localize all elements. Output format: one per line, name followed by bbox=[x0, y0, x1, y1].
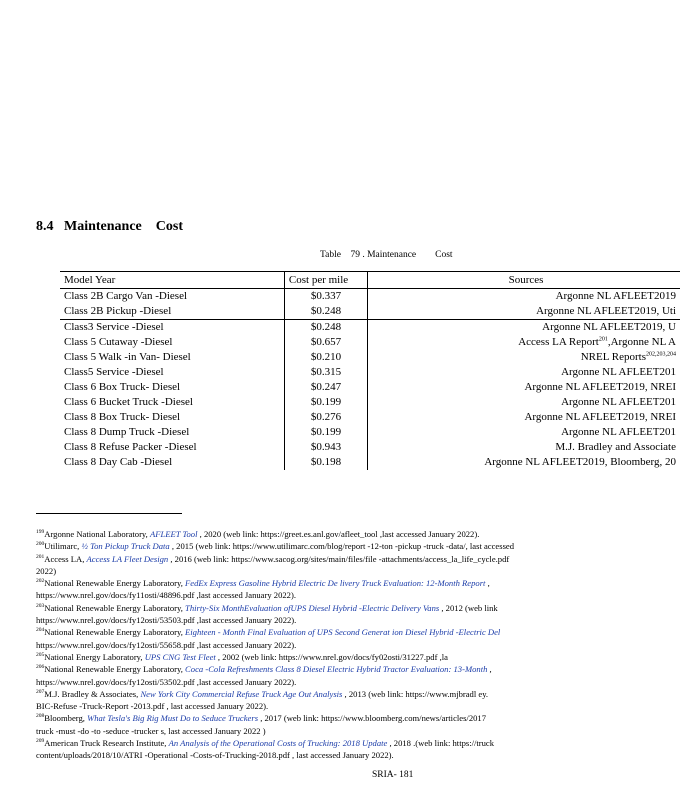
footnote-number: 200 bbox=[36, 541, 45, 548]
footnote-line: https://www.nrel.gov/docs/fy12osti/53503.pdf ,last accessed January 2022). bbox=[36, 615, 297, 626]
cell-sources: NREL Reports$^{202,203,204}$ bbox=[580, 351, 676, 363]
footnote-number: 207 bbox=[36, 689, 45, 695]
cell-cost-per-mile: $0.248 bbox=[284, 320, 367, 336]
footnote-number: 206 bbox=[36, 664, 45, 671]
table-row bbox=[60, 304, 680, 320]
footnote-number: 209 bbox=[36, 738, 45, 745]
footnote-line: $^{205}$National Energy Laboratory, UPS CNG Test Fleet , 2002 (web link: https://www.nrel.gov/docs/fy02osti/31227.pdf ,la bbox=[36, 651, 448, 662]
footnote-line: truck -must -do -to -seduce -trucker s, last accessed January 2022 ) bbox=[36, 725, 266, 736]
footnote-number: 203 bbox=[36, 602, 45, 609]
footnote-number: 208 bbox=[36, 713, 45, 720]
table-header-row bbox=[60, 272, 680, 289]
footnote-rule bbox=[36, 513, 182, 514]
cell-model-year: Class 8 Box Truck- Diesel bbox=[64, 411, 181, 423]
cell-sources: Argonne NL AFLEET2019, NREI bbox=[524, 381, 676, 393]
section-number: 8.4 bbox=[36, 219, 54, 234]
footnote-title-link[interactable]: Access LA Fleet Design bbox=[86, 553, 169, 564]
footnote-line: $^{199}$Argonne National Laboratory, AFLEET Tool , 2020 (web link: https://greet.es.anl.gov/afleet_tool ,last accessed January 2022). bbox=[36, 529, 480, 539]
cell-model-year: Class 2B Pickup -Diesel bbox=[64, 305, 172, 317]
footnote-title-link[interactable]: AFLEET Tool bbox=[149, 529, 198, 539]
footnote-line: 2022) bbox=[36, 565, 57, 576]
footnote-title-link[interactable]: UPS CNG Test Fleet bbox=[144, 651, 216, 662]
footnote-number: 204 bbox=[36, 627, 45, 634]
section-heading bbox=[36, 219, 183, 235]
footnote-line: $^{208}$Bloomberg, What Tesla's Big Rig Must Do to Seduce Truckers , 2017 (web link: https://www.bloomberg.com/news/articles/2017 bbox=[36, 713, 487, 724]
cell-sources: Access LA Report$^{201}$,Argonne NL A bbox=[518, 336, 676, 348]
footnote-title-link[interactable]: An Analysis of the Operational Costs of Trucking: 2018 Update bbox=[168, 738, 388, 749]
footnote-title-link[interactable]: Thirty-Six MonthEvaluation ofUPS Diesel Hybrid -Electric Delivery Vans bbox=[185, 602, 440, 613]
table-row bbox=[60, 410, 680, 425]
footnote-number: 199 bbox=[36, 529, 45, 536]
maintenance-cost-table bbox=[60, 271, 680, 470]
table-row bbox=[60, 395, 680, 410]
cell-cost-per-mile: $0.943 bbox=[284, 440, 367, 455]
footnote-title-link[interactable]: Coca -Cola Refreshments Class 8 Diesel Electric Hybrid Tractor Evaluation: 13-Month bbox=[185, 664, 488, 675]
cell-model-year: Class 8 Day Cab -Diesel bbox=[64, 456, 173, 468]
footnote-line: $^{209}$American Truck Research Institute, An Analysis of the Operational Costs of Trucking: 2018 Update , 2018 .(web link: https://truck bbox=[36, 738, 495, 749]
cell-sources: Argonne NL AFLEET2019, Bloomberg, 20 bbox=[484, 456, 676, 468]
cell-cost-per-mile: $0.315 bbox=[284, 365, 367, 380]
footnote-line: $^{203}$National Renewable Energy Laboratory, Thirty-Six MonthEvaluation ofUPS Diesel Hybrid -Electric Delivery Vans , 2012 (web link bbox=[36, 602, 498, 613]
section-title: Maintenance Cost bbox=[64, 219, 183, 234]
footnote-title-link[interactable]: What Tesla's Big Rig Must Do to Seduce Truckers bbox=[87, 713, 259, 724]
cell-cost-per-mile: $0.210 bbox=[284, 350, 367, 365]
cell-sources: Argonne NL AFLEET2019, NREI bbox=[524, 411, 676, 423]
header-model-year: Model Year bbox=[64, 274, 116, 286]
cell-cost-per-mile: $0.198 bbox=[284, 455, 367, 470]
footnote-line: $^{200}$Utilimarc, ½ Ton Pickup Truck Data , 2015 (web link: https://www.utilimarc.com/blog/report -12-ton -pickup -truck -data/, last accessed bbox=[36, 541, 515, 552]
cell-model-year: Class 6 Box Truck- Diesel bbox=[64, 381, 181, 393]
footnote-number: 205 bbox=[36, 652, 45, 659]
cell-cost-per-mile: $0.657 bbox=[284, 335, 367, 350]
cell-model-year: Class 5 Cutaway -Diesel bbox=[64, 336, 173, 348]
table-row bbox=[60, 455, 680, 470]
cell-sources: Argonne NL AFLEET2019 bbox=[555, 290, 676, 302]
footnote-title-link[interactable]: Eighteen - Month Final Evaluation of UPS Second Generat ion Diesel Hybrid -Electric Del bbox=[185, 627, 501, 638]
cell-cost-per-mile: $0.199 bbox=[284, 395, 367, 410]
table-row bbox=[60, 320, 680, 336]
footnote-line: $^{207}$M.J. Bradley & Associates, New York City Commercial Refuse Truck Age Out Analysis , 2013 (web link: https://www.mjbradl ey. bbox=[36, 688, 489, 699]
table-row bbox=[60, 365, 680, 380]
cell-model-year: Class 8 Refuse Packer -Diesel bbox=[64, 441, 197, 453]
footnote-line: $^{206}$National Renewable Energy Laboratory, Coca -Cola Refreshments Class 8 Diesel Electric Hybrid Tractor Evaluation: 13-Month , bbox=[36, 664, 492, 675]
header-sources: Sources bbox=[508, 274, 544, 286]
footnote-number: 201 bbox=[36, 553, 45, 560]
footnote-title-link[interactable]: New York City Commercial Refuse Truck Age Out Analysis bbox=[140, 688, 343, 699]
footnote-title-link[interactable]: ½ Ton Pickup Truck Data bbox=[81, 541, 170, 552]
footnote-line: https://www.nrel.gov/docs/fy11osti/48896.pdf ,last accessed January 2022). bbox=[36, 590, 296, 601]
cell-sources: Argonne NL AFLEET201 bbox=[561, 426, 676, 438]
footnote-number: 202 bbox=[36, 578, 45, 585]
footnote-title-link[interactable]: FedEx Express Gasoline Hybrid Electric De livery Truck Evaluation: 12-Month Report bbox=[185, 578, 486, 589]
footnote-line: https://www.nrel.gov/docs/fy12osti/53502.pdf ,last accessed January 2022). bbox=[36, 676, 297, 687]
cell-sources: Argonne NL AFLEET201 bbox=[561, 396, 676, 408]
table-row bbox=[60, 380, 680, 395]
cell-model-year: Class 2B Cargo Van -Diesel bbox=[64, 290, 188, 302]
cell-model-year: Class 6 Bucket Truck -Diesel bbox=[64, 396, 193, 408]
footnote-line: $^{204}$National Renewable Energy Laboratory, Eighteen - Month Final Evaluation of UPS Second Generat ion Diesel Hybrid -Electric Del bbox=[36, 627, 501, 638]
cell-cost-per-mile: $0.337 bbox=[284, 289, 367, 305]
cell-sources: M.J. Bradley and Associate bbox=[555, 441, 676, 453]
cell-model-year: Class 5 Walk -in Van- Diesel bbox=[64, 351, 191, 363]
cell-sources: Argonne NL AFLEET2019, Uti bbox=[536, 305, 676, 317]
table-row bbox=[60, 335, 680, 350]
footnote-line: content/uploads/2018/10/ATRI -Operational -Costs-of-Trucking-2018.pdf , last accessed January 2022). bbox=[36, 750, 394, 761]
cell-cost-per-mile: $0.247 bbox=[284, 380, 367, 395]
table-row bbox=[60, 289, 680, 305]
cell-model-year: Class 8 Dump Truck -Diesel bbox=[64, 426, 190, 438]
cell-cost-per-mile: $0.199 bbox=[284, 425, 367, 440]
cell-sources: Argonne NL AFLEET201 bbox=[561, 366, 676, 378]
footnote-line: https://www.nrel.gov/docs/fy12osti/55658.pdf ,last accessed January 2022). bbox=[36, 639, 297, 650]
cell-cost-per-mile: $0.248 bbox=[284, 304, 367, 320]
cell-model-year: Class3 Service -Diesel bbox=[64, 321, 164, 333]
footnotes bbox=[36, 528, 636, 762]
footnote-line: BIC-Refuse -Truck-Report -2013.pdf , last accessed January 2022). bbox=[36, 701, 269, 712]
cell-sources: Argonne NL AFLEET2019, U bbox=[542, 321, 676, 333]
footnote-line: $^{201}$Access LA, Access LA Fleet Design , 2016 (web link: https://www.sacog.org/sites/main/files/file -attachments/access_la_life_cycle.pdf bbox=[36, 553, 510, 564]
footnote-line: $^{202}$National Renewable Energy Laboratory, FedEx Express Gasoline Hybrid Electric De livery Truck Evaluation: 12-Month Report , bbox=[36, 578, 490, 589]
table-row bbox=[60, 350, 680, 365]
table-row bbox=[60, 440, 680, 455]
table-row bbox=[60, 425, 680, 440]
page-number: SRIA- 181 bbox=[372, 770, 414, 780]
table-caption: Table 79 . Maintenance Cost bbox=[320, 250, 453, 260]
cell-cost-per-mile: $0.276 bbox=[284, 410, 367, 425]
header-cost-per-mile: Cost per mile bbox=[284, 272, 367, 289]
cell-model-year: Class5 Service -Diesel bbox=[64, 366, 164, 378]
